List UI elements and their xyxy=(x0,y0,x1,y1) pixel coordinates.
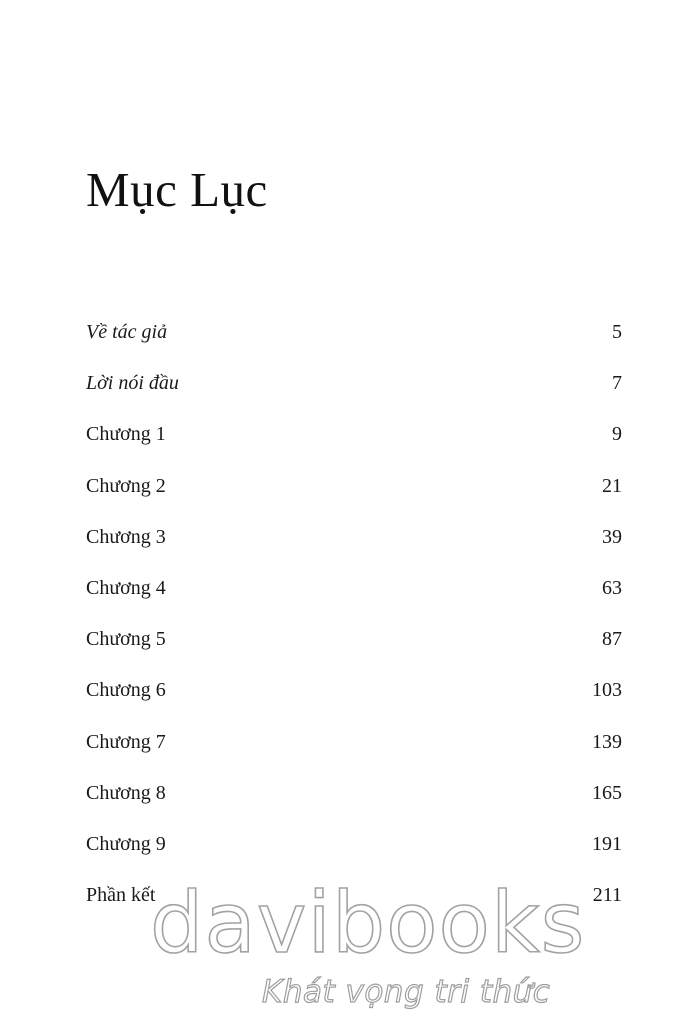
toc-entry-chapter-7 xyxy=(86,728,622,779)
toc-entry-chapter-3 xyxy=(86,523,622,574)
toc-entry-page: 87 xyxy=(602,628,622,651)
toc-entry-label: Chương 7 xyxy=(86,730,166,753)
toc-entry-label: Về tác giả xyxy=(86,321,168,343)
toc-entry-preface xyxy=(86,369,622,420)
toc-entry-page: 63 xyxy=(602,576,622,599)
toc-entry-label: Chương 5 xyxy=(86,628,166,651)
toc-entry-page: 9 xyxy=(612,423,622,446)
toc-entry-chapter-5 xyxy=(86,625,622,676)
toc-entry-label: Chương 1 xyxy=(86,423,166,446)
page-title: Mục Lục xyxy=(86,162,268,217)
toc-entry-label: Phần kết xyxy=(86,884,156,907)
table-of-contents xyxy=(86,318,622,932)
toc-entry-label: Chương 2 xyxy=(86,474,166,497)
toc-entry-label: Chương 3 xyxy=(86,525,166,548)
toc-entry-epilogue xyxy=(86,881,622,932)
toc-entry-label: Chương 6 xyxy=(86,679,166,702)
toc-entry-page: 139 xyxy=(592,730,622,753)
toc-entry-page: 5 xyxy=(612,321,622,343)
toc-entry-chapter-4 xyxy=(86,574,622,625)
toc-entry-label: Chương 8 xyxy=(86,781,166,804)
watermark-tagline: Khát vọng tri thức xyxy=(262,974,551,1010)
toc-entry-page: 21 xyxy=(602,474,622,497)
toc-entry-chapter-2 xyxy=(86,472,622,523)
toc-entry-chapter-9 xyxy=(86,830,622,881)
toc-entry-chapter-8 xyxy=(86,779,622,830)
toc-entry-page: 39 xyxy=(602,525,622,548)
toc-entry-label: Chương 9 xyxy=(86,832,166,855)
toc-entry-page: 103 xyxy=(592,679,622,702)
toc-entry-label: Lời nói đầu xyxy=(86,372,179,395)
toc-entry-page: 191 xyxy=(592,832,622,855)
toc-entry-chapter-6 xyxy=(86,676,622,727)
toc-entry-chapter-1 xyxy=(86,420,622,471)
watermark-brand: davibooks xyxy=(150,874,586,972)
toc-entry-page: 7 xyxy=(612,372,622,395)
toc-entry-page: 211 xyxy=(592,884,622,907)
toc-entry-label: Chương 4 xyxy=(86,576,166,599)
toc-entry-page: 165 xyxy=(592,781,622,804)
toc-entry-about-author xyxy=(86,318,622,369)
